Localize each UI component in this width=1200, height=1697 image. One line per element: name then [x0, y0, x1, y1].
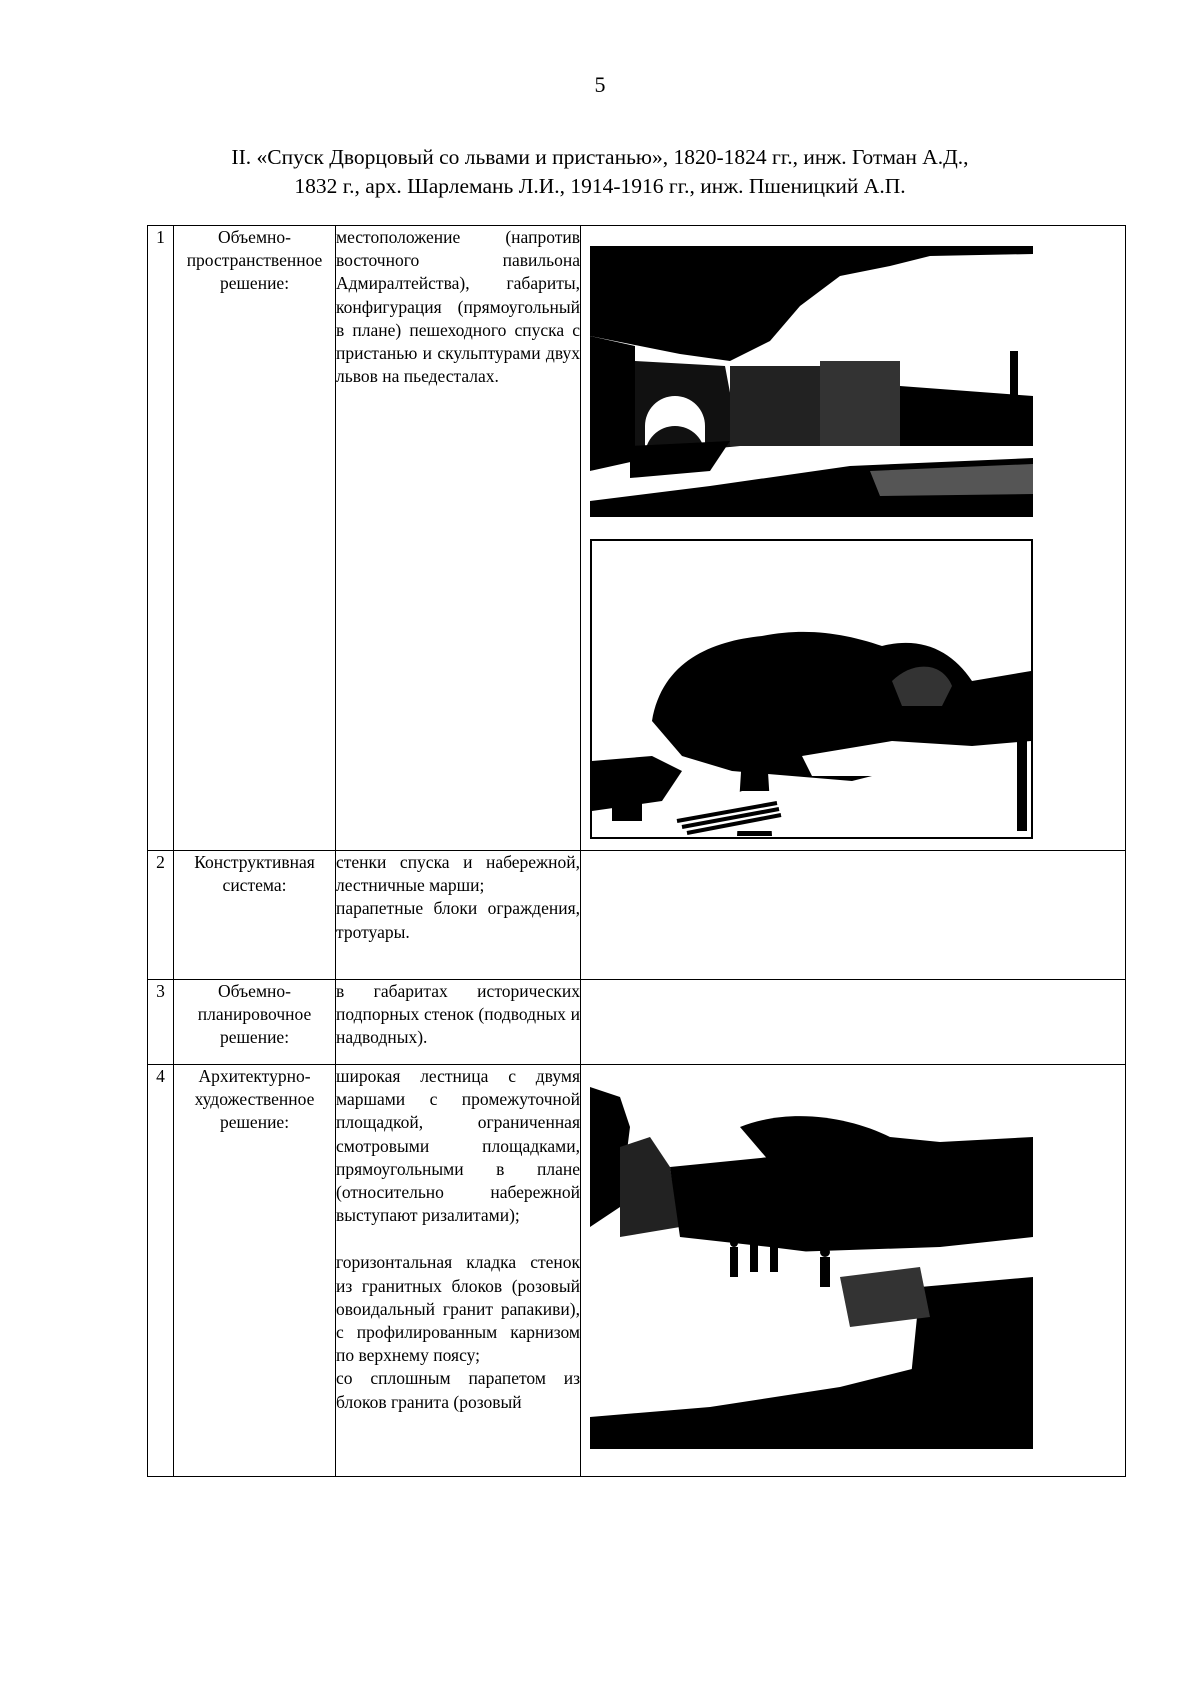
- row-number: 2: [148, 851, 174, 980]
- heading-line-1: II. «Спуск Дворцовый со львами и пристанью», 1820-1824 гг., инж. Готман А.Д.,: [231, 145, 969, 169]
- admiralty-embankment-image: [590, 246, 1033, 517]
- page-number: 5: [594, 72, 606, 97]
- description-paragraph: местоположение (напротив восточного павильона Адмиралтейства), габариты, конфигурация (прямоугольный в плане) пешеходного спуска с пристанью и скульптурами двух львов на пьедесталах.: [336, 227, 580, 387]
- heading-line-2: 1832 г., арх. Шарлемань Л.И., 1914-1916 гг., инж. Пшеницкий А.П.: [294, 174, 906, 198]
- photo-cell: [581, 226, 1126, 851]
- description-paragraph: парапетные блоки ограждения, тротуары.: [336, 898, 580, 942]
- section-heading: [150, 143, 1050, 201]
- description-cell: [336, 226, 581, 851]
- criterion-cell: Конструктивная система:: [174, 851, 336, 980]
- description-cell: [336, 851, 581, 980]
- table-row: [148, 226, 1126, 851]
- table-row: [148, 980, 1126, 1065]
- row-number: 1: [148, 226, 174, 851]
- row-number: 4: [148, 1065, 174, 1477]
- row-number: 3: [148, 980, 174, 1065]
- description-paragraph: широкая лестница с двумя маршами с промежуточной площадкой, ограниченная смотровыми площадками, прямоугольными в плане (относительно набережной выступают ризалитами);: [336, 1066, 580, 1226]
- granite-stairs-people-photo: [590, 1087, 1033, 1449]
- granite-stairs-people-image: [590, 1087, 1033, 1449]
- description-paragraph: со сплошным парапетом из блоков гранита (розовый: [336, 1368, 580, 1412]
- description-paragraph: стенки спуска и набережной, лестничные марши;: [336, 852, 580, 896]
- paragraph-gap: [336, 1227, 580, 1251]
- empty-photo-cell: [581, 851, 1126, 980]
- criterion-cell: Объемно-пространственное решение:: [174, 226, 336, 851]
- description-paragraph: горизонтальная кладка стенок из гранитных блоков (розовый овоидальный гранит рапакиви), с профилированным карнизом по верхнему поясу;: [336, 1252, 580, 1366]
- lion-pedestal-tree-photo: [590, 539, 1033, 839]
- description-cell: [336, 1065, 581, 1477]
- characteristics-table: [147, 225, 1126, 1477]
- photo-cell: [581, 1065, 1126, 1477]
- lion-pedestal-tree-image: [592, 541, 1031, 837]
- description-cell: [336, 980, 581, 1065]
- admiralty-embankment-photo: [590, 246, 1033, 517]
- table-row: [148, 1065, 1126, 1477]
- table-row: [148, 851, 1126, 980]
- empty-photo-cell: [581, 980, 1126, 1065]
- description-paragraph: в габаритах исторических подпорных стенок (подводных и надводных).: [336, 981, 580, 1048]
- criterion-cell: Архитектурно-художественное решение:: [174, 1065, 336, 1477]
- criterion-cell: Объемно-планировочное решение:: [174, 980, 336, 1065]
